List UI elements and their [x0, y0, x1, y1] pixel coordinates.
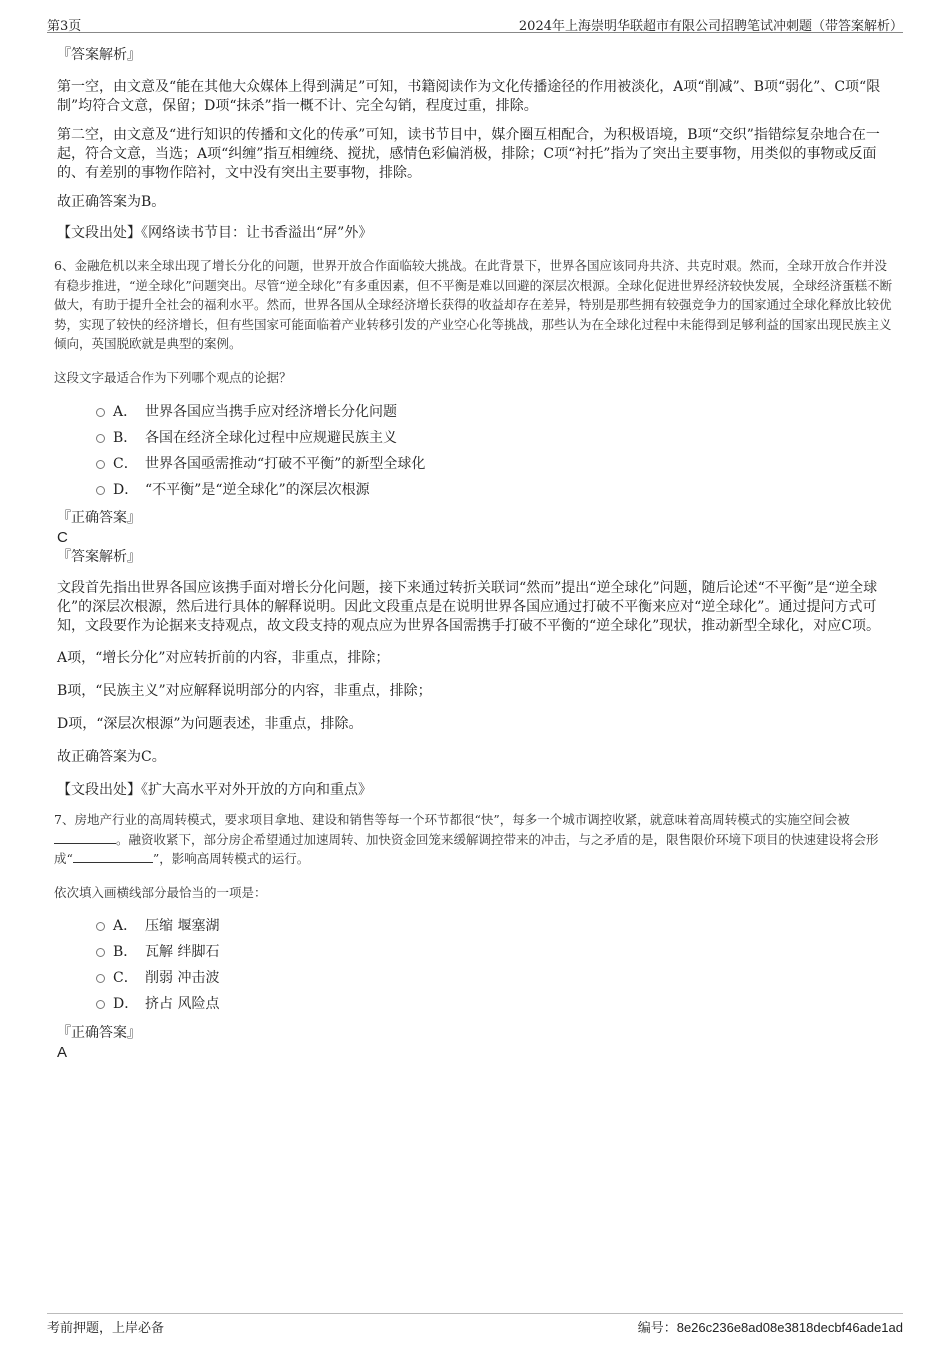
option-c[interactable]: [57, 451, 897, 477]
option-key: A．: [113, 918, 138, 934]
option-key: B．: [113, 944, 138, 960]
option-text: 世界各国亟需推动“打破不平衡”的新型全球化: [145, 456, 426, 472]
option-text: 压缩 堰塞湖: [145, 918, 220, 934]
radio-icon[interactable]: [96, 922, 105, 931]
analysis-paragraph: 第一空，由文意及“能在其他大众媒体上得到满足”可知，书籍阅读作为文化传播途径的作用被淡化，A项“削减”、B项“弱化”、C项“限制”均符合文意，保留；D项“抹杀”指一概不计、完全勾销，程度过重，排除。: [57, 79, 881, 114]
option-a[interactable]: [57, 913, 897, 939]
radio-icon[interactable]: [96, 1000, 105, 1009]
correct-answer-label: 『正确答案』: [57, 1025, 141, 1041]
page-content: [54, 46, 897, 1062]
option-key: B．: [113, 430, 138, 446]
question-7-prompt: 依次填入画横线部分最恰当的一项是：: [54, 884, 267, 900]
question-6-prompt: 这段文字最适合作为下列哪个观点的论据？: [54, 369, 292, 385]
analysis-label: 『答案解析』: [57, 47, 141, 63]
option-text: 瓦解 绊脚石: [145, 944, 220, 960]
analysis-paragraph: B项，“民族主义”对应解释说明部分的内容，非重点，排除；: [57, 683, 432, 699]
option-key: D．: [113, 482, 139, 498]
option-b[interactable]: [57, 939, 897, 965]
option-text: 各国在经济全球化过程中应规避民族主义: [145, 430, 397, 446]
page-number: 第3页: [47, 19, 82, 34]
radio-icon[interactable]: [96, 486, 105, 495]
analysis-conclusion: 故正确答案为B。: [57, 194, 166, 210]
question-6-stem: 6、金融危机以来全球出现了增长分化的问题，世界开放合作面临较大挑战。在此背景下，世界各国应该同舟共济、共克时艰。然而，全球开放合作并没有稳步推进，“逆全球化”问题突出。尽管“逆全球化”有多重因素，但不平衡是难以回避的深层次根源。全球化促进世界经济较快发展，全球经济蛋糕不断做大，有助于提升全社会的福利水平。然而，世界各国从全球经济增长获得的收益却存在差异，特别是那些拥有较强竞争力的国家通过全球化释放比较优势，实现了较快的经济增长，但有些国家可能面临着产业转移引发的产业空心化等挑战，那些认为在全球化过程中未能得到足够利益的国家出现民族主义倾向，英国脱欧就是典型的案例。: [54, 258, 893, 351]
document-code-value: 8e26c236e8ad08e3818decbf46ade1ad: [676, 1320, 903, 1335]
radio-icon[interactable]: [96, 974, 105, 983]
source-citation: 【文段出处】《扩大高水平对外开放的方向和重点》: [57, 782, 372, 798]
question-7-stem: [54, 810, 897, 869]
option-d[interactable]: [57, 991, 897, 1017]
analysis-conclusion: 故正确答案为C。: [57, 749, 166, 765]
option-c[interactable]: [57, 965, 897, 991]
page-footer: [47, 1313, 903, 1336]
option-d[interactable]: [57, 477, 897, 503]
document-title: 2024年上海崇明华联超市有限公司招聘笔试冲刺题（带答案解析）: [518, 19, 903, 34]
question-7-options: [57, 913, 897, 1017]
correct-answer-value: C: [57, 529, 68, 546]
fill-blank: [54, 831, 116, 844]
option-key: C．: [113, 456, 138, 472]
option-b[interactable]: [57, 425, 897, 451]
analysis-paragraph: A项，“增长分化”对应转折前的内容，非重点，排除；: [57, 650, 390, 666]
correct-answer-label: 『正确答案』: [57, 510, 141, 526]
document-code: [638, 1317, 903, 1336]
fill-blank: [73, 850, 153, 863]
correct-answer-value: A: [57, 1044, 68, 1061]
source-citation: 【文段出处】《网络读书节目：让书香溢出“屏”外》: [57, 225, 373, 241]
footer-slogan: 考前押题，上岸必备: [47, 1321, 165, 1336]
option-a[interactable]: [57, 399, 897, 425]
question-7-stem-part: ”，影响高周转模式的运行。: [152, 851, 310, 866]
analysis-paragraph: 第二空，由文意及“进行知识的传播和文化的传承”可知，读书节目中，媒介圈互相配合，为积极语境，B项“交织”指错综复杂地合在一起，符合文意，当选；A项“纠缠”指互相缠绕、搅扰，感情色彩偏消极，排除；C项“衬托”指为了突出主要事物，用类似的事物或反面的、有差别的事物作陪衬，文中没有突出主要事物，排除。: [57, 127, 880, 181]
option-key: A．: [113, 404, 138, 420]
option-text: 挤占 风险点: [145, 996, 220, 1012]
question-6-options: [57, 399, 897, 503]
analysis-paragraph: 文段首先指出世界各国应该携手面对增长分化问题，接下来通过转折关联词“然而”提出“逆全球化”问题，随后论述“不平衡”是“逆全球化”的深层次根源，然后进行具体的解释说明。因此文段重点是在说明世界各国应通过打破不平衡来应对“逆全球化”。通过提问方式可知，文段要作为论据来支持观点，故文段支持的观点应为世界各国需携手打破不平衡的“逆全球化”现状，推动新型全球化，对应C项。: [57, 580, 881, 634]
option-text: 削弱 冲击波: [145, 970, 220, 986]
analysis-paragraph: D项，“深层次根源”为问题表述，非重点，排除。: [57, 716, 363, 732]
radio-icon[interactable]: [96, 408, 105, 417]
option-text: 世界各国应当携手应对经济增长分化问题: [145, 404, 397, 420]
question-7-stem-part: 。融资收紧下，部分房企希望通过加速周转、加快资金回笼来缓解调控带来的冲击，与之矛盾的是，限售限价环境下项目的快速建设将会形成“: [54, 831, 879, 866]
option-text: “不平衡”是“逆全球化”的深层次根源: [145, 482, 370, 498]
option-key: C．: [113, 970, 138, 986]
question-7-stem-part: 7、房地产行业的高周转模式，要求项目拿地、建设和销售等每一个环节都很“快”，每多一个城市调控收紧，就意味着高周转模式的实施空间会被: [54, 812, 850, 827]
option-key: D．: [113, 996, 139, 1012]
document-code-label: 编号：: [637, 1321, 677, 1336]
analysis-label: 『答案解析』: [57, 549, 141, 565]
radio-icon[interactable]: [96, 434, 105, 443]
radio-icon[interactable]: [96, 460, 105, 469]
radio-icon[interactable]: [96, 948, 105, 957]
page-header: [47, 12, 903, 33]
